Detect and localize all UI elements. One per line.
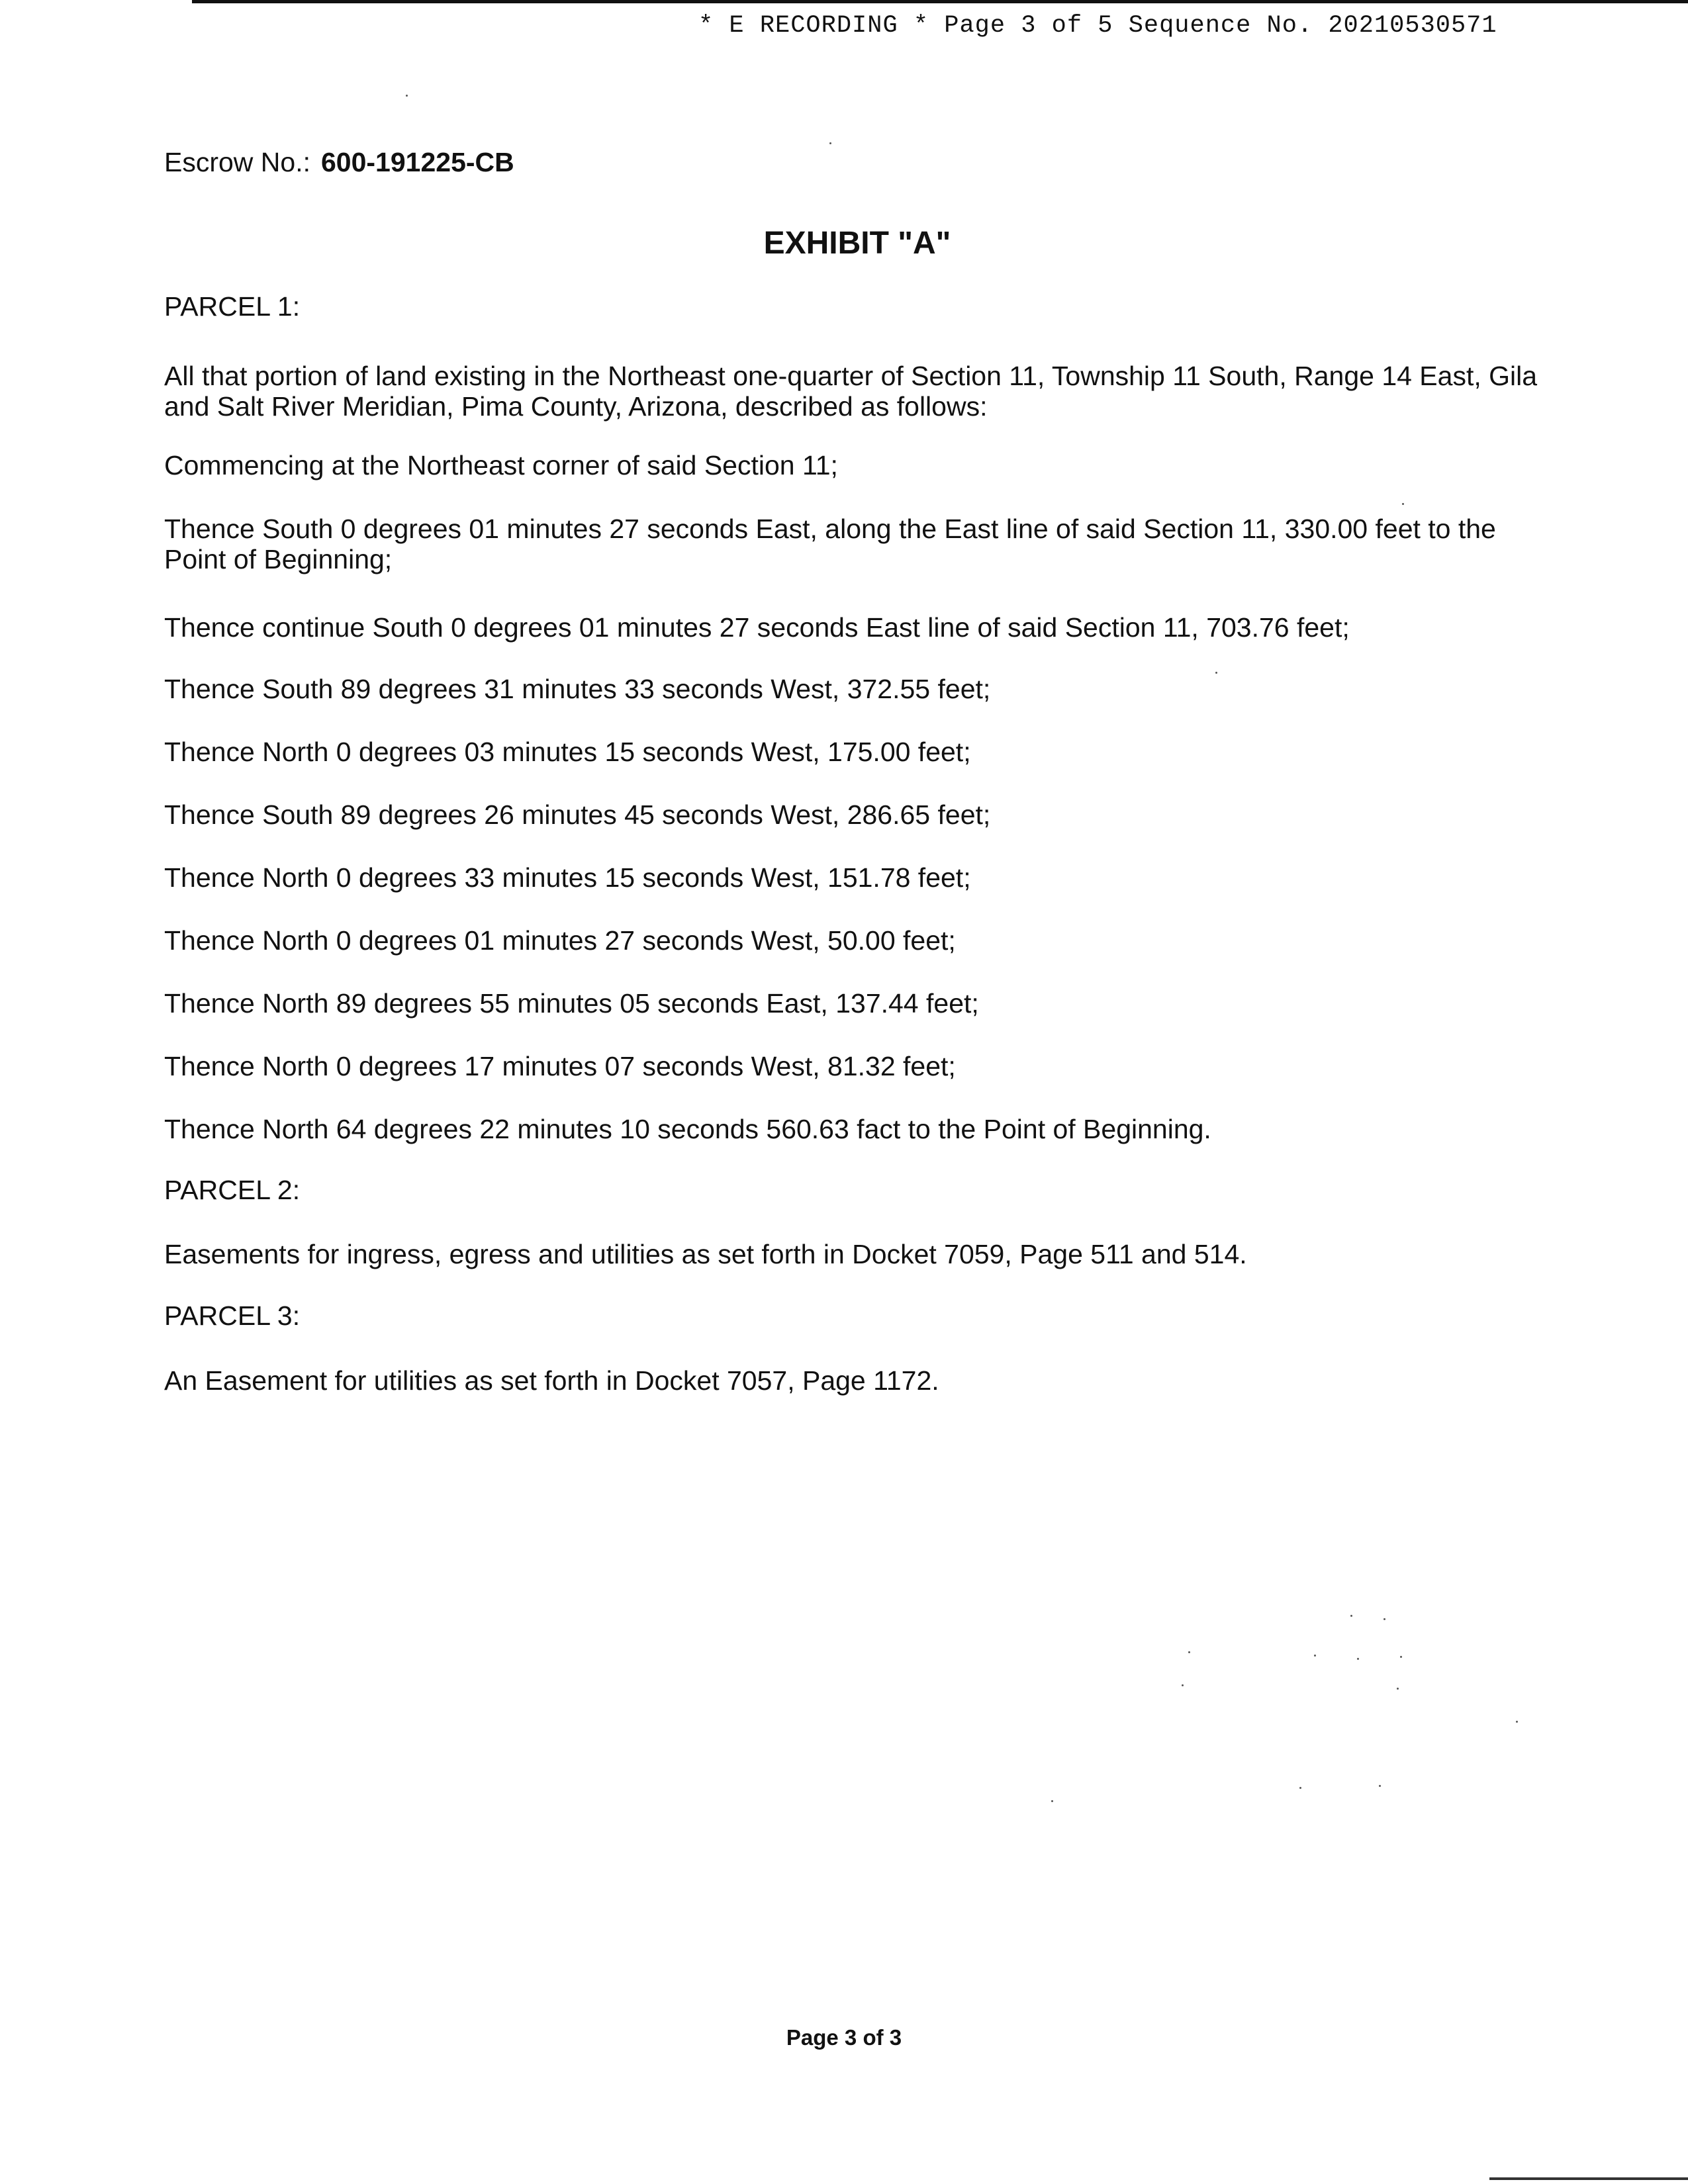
escrow-line [164, 147, 514, 178]
scan-speck [1188, 1651, 1190, 1653]
scan-speck [1215, 672, 1217, 674]
thence-call-8: Thence North 89 degrees 55 minutes 05 seconds East, 137.44 feet; [164, 988, 979, 1019]
scan-speck [1299, 1787, 1301, 1789]
recording-header: * E RECORDING * Page 3 of 5 Sequence No. 20210530571 [698, 12, 1497, 40]
exhibit-title: EXHIBIT "A" [763, 226, 951, 261]
parcel-1-heading: PARCEL 1: [164, 291, 301, 322]
scan-speck [1314, 1655, 1316, 1657]
thence-call-9: Thence North 0 degrees 17 minutes 07 seconds West, 81.32 feet; [164, 1051, 956, 1081]
scan-speck [1051, 1800, 1053, 1802]
thence-call-5: Thence South 89 degrees 26 minutes 45 seconds West, 286.65 feet; [164, 799, 991, 830]
thence-call-6: Thence North 0 degrees 33 minutes 15 seconds West, 151.78 feet; [164, 862, 971, 893]
scan-speck [1402, 503, 1404, 505]
parcel-3-paragraph: An Easement for utilities as set forth in Docket 7057, Page 1172. [164, 1365, 939, 1396]
bottom-scan-line [1489, 2177, 1688, 2180]
thence-call-4: Thence North 0 degrees 03 minutes 15 seconds West, 175.00 feet; [164, 737, 971, 767]
commencing-paragraph: Commencing at the Northeast corner of said Section 11; [164, 450, 838, 480]
parcel-2-paragraph: Easements for ingress, egress and utilities as set forth in Docket 7059, Page 511 and 514. [164, 1239, 1247, 1269]
scan-speck [1379, 1785, 1381, 1787]
escrow-label: Escrow No.: [164, 147, 310, 177]
scan-speck [1383, 1618, 1385, 1620]
top-border-line [192, 0, 1688, 3]
thence-call-1: Thence South 0 degrees 01 minutes 27 seconds East, along the East line of said Section 11, 330.00 feet to the Point of Beginning; [164, 514, 1496, 574]
scan-speck [1516, 1721, 1518, 1723]
thence-call-3: Thence South 89 degrees 31 minutes 33 seconds West, 372.55 feet; [164, 674, 991, 704]
scan-speck [406, 95, 408, 97]
parcel-3-heading: PARCEL 3: [164, 1300, 301, 1331]
scan-speck [1357, 1658, 1359, 1660]
thence-call-7: Thence North 0 degrees 01 minutes 27 seconds West, 50.00 feet; [164, 925, 956, 956]
scan-speck [1350, 1615, 1352, 1617]
thence-call-10: Thence North 64 degrees 22 minutes 10 seconds 560.63 fact to the Point of Beginning. [164, 1114, 1211, 1144]
thence-call-2: Thence continue South 0 degrees 01 minutes 27 seconds East line of said Section 11, 703.76 feet; [164, 612, 1350, 643]
parcel-2-heading: PARCEL 2: [164, 1175, 301, 1205]
scan-speck [1397, 1688, 1399, 1690]
scan-speck [1182, 1684, 1184, 1686]
parcel-1-intro: All that portion of land existing in the Northeast one-quarter of Section 11, Township 11 South, Range 14 East, Gila and Salt River Meridian, Pima County, Arizona, described as follows: [164, 361, 1538, 422]
escrow-number: 600-191225-CB [321, 147, 514, 177]
scan-speck [1400, 1656, 1402, 1658]
page-footer: Page 3 of 3 [786, 2025, 902, 2050]
scan-speck [829, 142, 831, 144]
